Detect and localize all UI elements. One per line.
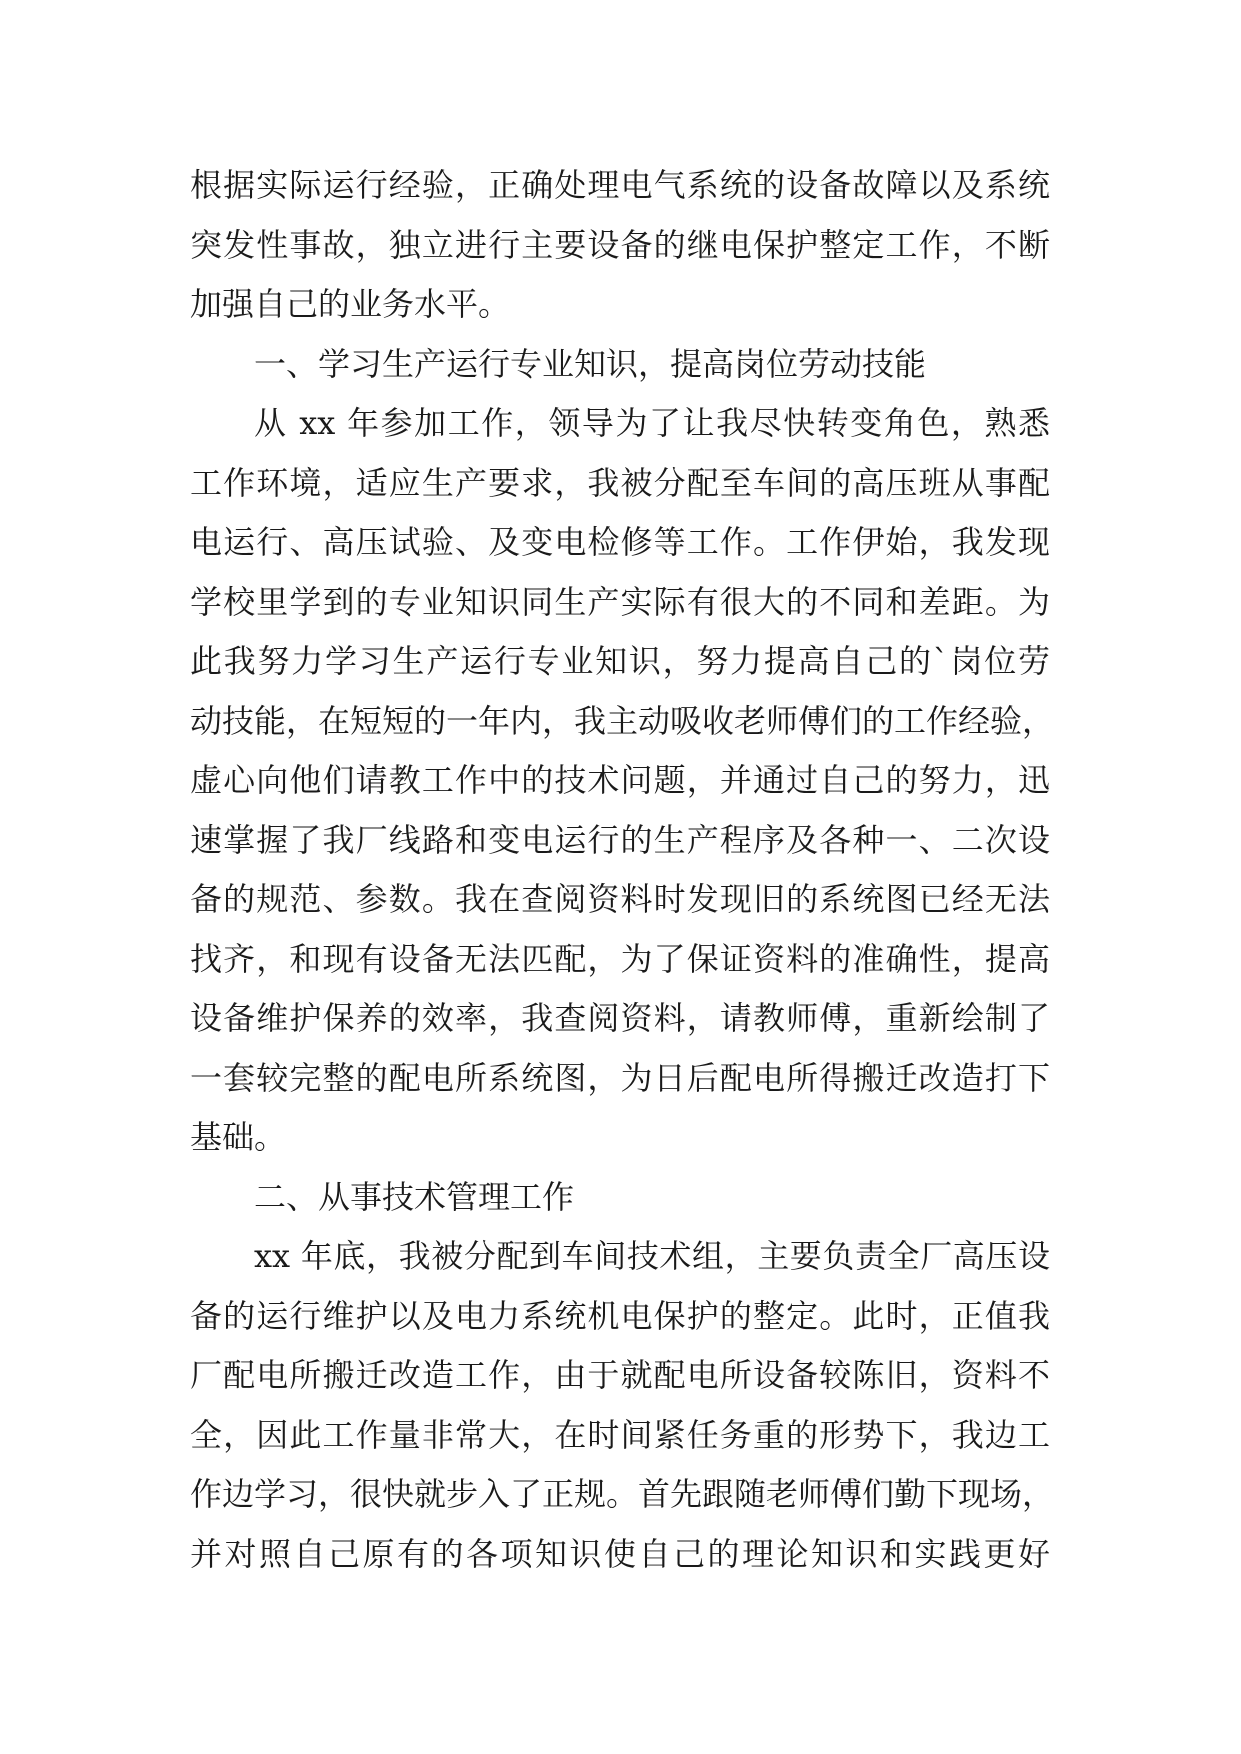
text-line: 虚心向他们请教工作中的技术问题，并通过自己的努力，迅 — [190, 761, 1050, 799]
text-line: 设备维护保养的效率，我查阅资料，请教师傅，重新绘制了 — [190, 999, 1050, 1037]
text-line: 备的规范、参数。我在查阅资料时发现旧的系统图已经无法 — [190, 880, 1050, 918]
text-line: 作边学习，很快就步入了正规。首先跟随老师傅们勤下现场， — [190, 1475, 1055, 1513]
text-line: 一套较完整的配电所系统图，为日后配电所得搬迁改造打下 — [190, 1058, 1050, 1097]
text-line: 找齐，和现有设备无法匹配，为了保证资料的准确性，提高 — [190, 939, 1050, 978]
text-line: 根据实际运行经验，正确处理电气系统的设备故障以及系统 — [190, 166, 1050, 204]
section-heading-2: 二、从事技术管理工作 — [254, 1177, 575, 1216]
text-line: 学校里学到的专业知识同生产实际有很大的不同和差距。为 — [190, 582, 1050, 621]
section-heading-1: 一、学习生产运行专业知识，提高岗位劳动技能 — [254, 344, 927, 383]
text-line: 备的运行维护以及电力系统机电保护的整定。此时，正值我 — [190, 1296, 1050, 1335]
text-line: 动技能，在短短的一年内，我主动吸收老师傅们的工作经验， — [190, 701, 1055, 740]
text-line: 基础。 — [190, 1118, 287, 1156]
text-line: 此我努力学习生产运行专业知识，努力提高自己的`岗位劳 — [190, 642, 1050, 680]
text-line: 速掌握了我厂线路和变电运行的生产程序及各种一、二次设 — [190, 820, 1050, 859]
text-line: 加强自己的业务水平。 — [190, 285, 511, 323]
text-line: 从 xx 年参加工作，领导为了让我尽快转变角色，熟悉 — [254, 404, 1050, 442]
text-line: 厂配电所搬迁改造工作，由于就配电所设备较陈旧，资料不 — [190, 1356, 1050, 1394]
text-line: 全，因此工作量非常大，在时间紧任务重的形势下，我边工 — [190, 1415, 1050, 1454]
text-line: 并对照自己原有的各项知识使自己的理论知识和实践更好 — [190, 1534, 1050, 1573]
document-body — [190, 156, 1055, 1584]
text-line: xx 年底，我被分配到车间技术组，主要负责全厂高压设 — [254, 1237, 1050, 1275]
text-line: 工作环境，适应生产要求，我被分配至车间的高压班从事配 — [190, 463, 1050, 502]
text-line: 突发性事故，独立进行主要设备的继电保护整定工作，不断 — [190, 225, 1050, 264]
text-line: 电运行、高压试验、及变电检修等工作。工作伊始，我发现 — [190, 523, 1050, 561]
